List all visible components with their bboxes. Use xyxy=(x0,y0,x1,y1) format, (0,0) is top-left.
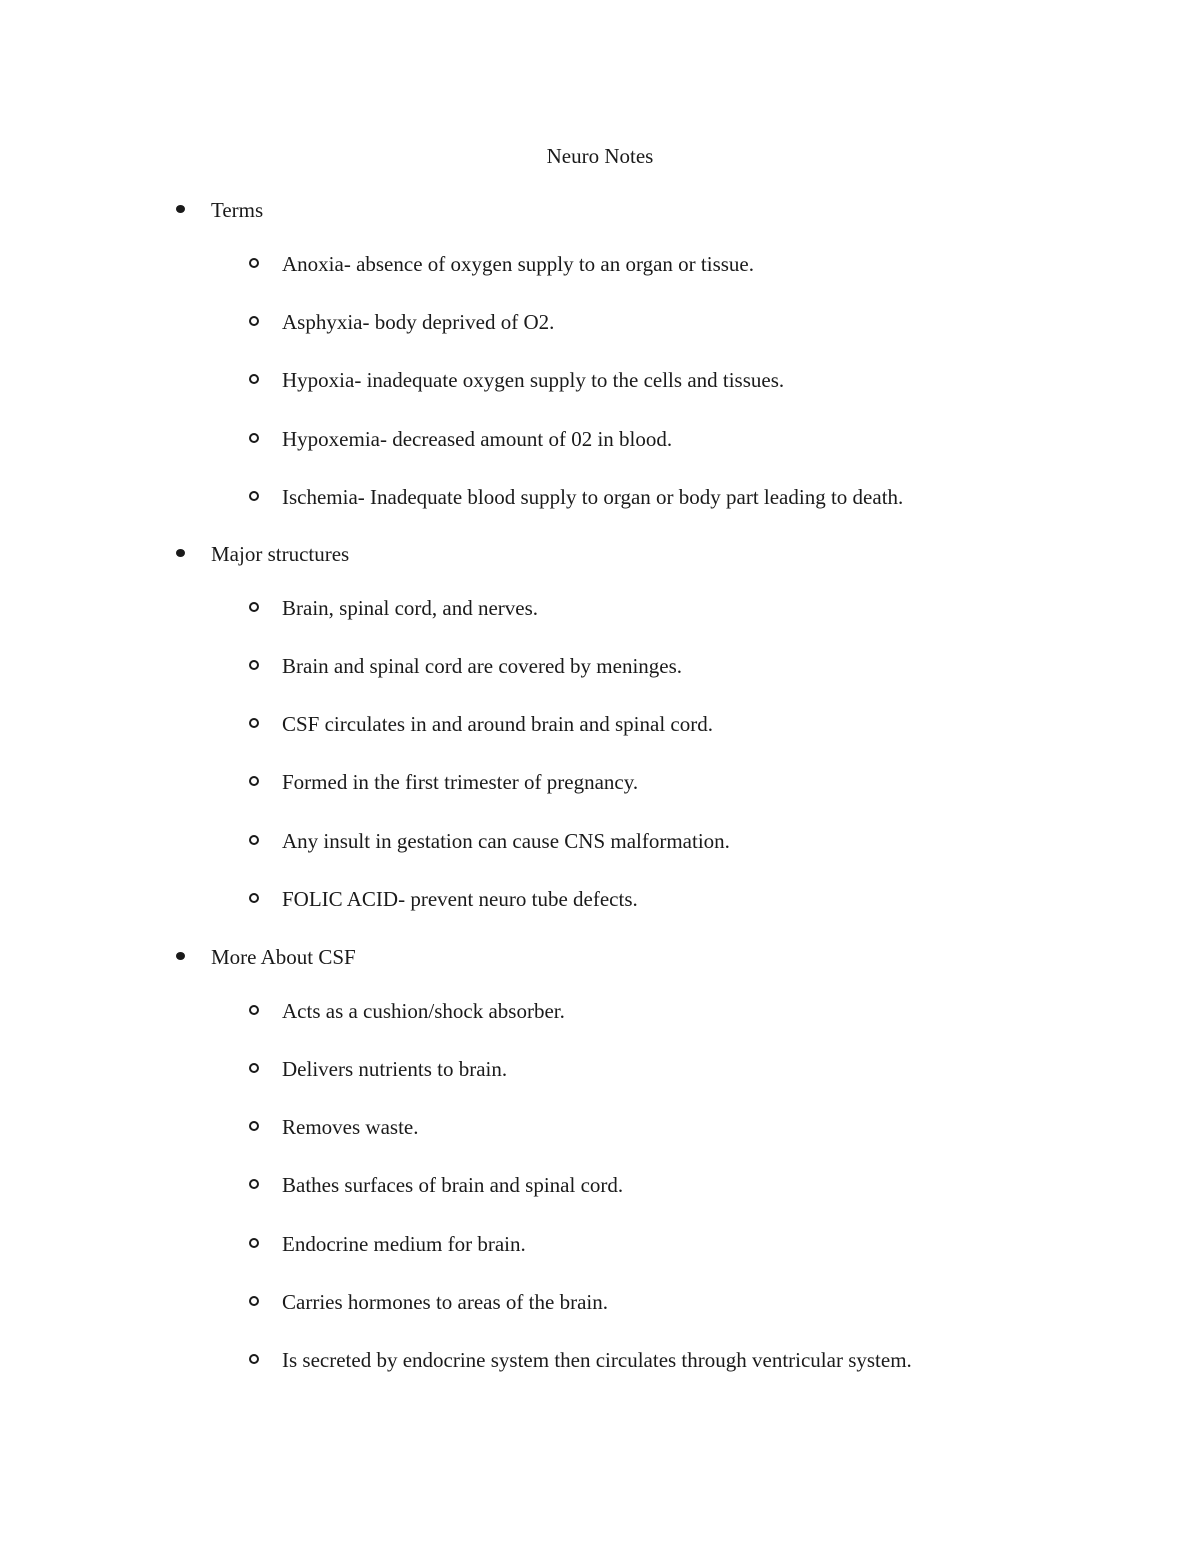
list-item xyxy=(0,884,1200,914)
list-item xyxy=(0,996,1200,1026)
hollow-bullet-icon xyxy=(249,1063,259,1073)
filled-bullet-icon xyxy=(176,952,185,960)
list-item xyxy=(0,424,1200,454)
document-title: Neuro Notes xyxy=(546,144,654,168)
list-item-text: Carries hormones to areas of the brain. xyxy=(282,1290,608,1314)
list-item-text: Acts as a cushion/shock absorber. xyxy=(282,999,565,1023)
list-item xyxy=(0,1170,1200,1200)
hollow-bullet-icon xyxy=(249,602,259,612)
section-major-structures xyxy=(0,539,1200,911)
hollow-bullet-icon xyxy=(249,491,259,501)
hollow-bullet-icon xyxy=(249,374,259,384)
hollow-bullet-icon xyxy=(249,316,259,326)
list-item-text: Endocrine medium for brain. xyxy=(282,1232,526,1256)
list-item xyxy=(0,1054,1200,1084)
list-item xyxy=(0,826,1200,856)
list-item-text: FOLIC ACID- prevent neuro tube defects. xyxy=(282,887,638,911)
section-heading-row xyxy=(0,195,1200,225)
hollow-bullet-icon xyxy=(249,893,259,903)
list-item xyxy=(0,249,1200,279)
list-item xyxy=(0,1112,1200,1142)
list-item-text: Asphyxia- body deprived of O2. xyxy=(282,310,555,334)
section-heading: Major structures xyxy=(211,542,350,566)
list-item-text: Brain, spinal cord, and nerves. xyxy=(282,596,539,620)
list-item xyxy=(0,1287,1200,1317)
section-terms xyxy=(0,195,1200,509)
list-item xyxy=(0,307,1200,337)
list-item xyxy=(0,365,1200,395)
list-item-text: Anoxia- absence of oxygen supply to an organ or tissue. xyxy=(282,252,755,276)
list-item xyxy=(0,482,1200,512)
hollow-bullet-icon xyxy=(249,433,259,443)
list-item xyxy=(0,767,1200,797)
hollow-bullet-icon xyxy=(249,1296,259,1306)
section-heading-row xyxy=(0,539,1200,569)
hollow-bullet-icon xyxy=(249,1005,259,1015)
section-heading: More About CSF xyxy=(211,945,356,969)
list-item xyxy=(0,1345,1200,1375)
list-item-text: CSF circulates in and around brain and spinal cord. xyxy=(282,712,713,736)
hollow-bullet-icon xyxy=(249,660,259,670)
hollow-bullet-icon xyxy=(249,1179,259,1189)
hollow-bullet-icon xyxy=(249,718,259,728)
list-item-text: Any insult in gestation can cause CNS malformation. xyxy=(282,829,730,853)
list-item xyxy=(0,1229,1200,1259)
list-item-text: Removes waste. xyxy=(282,1115,419,1139)
hollow-bullet-icon xyxy=(249,1238,259,1248)
section-heading: Terms xyxy=(211,198,264,222)
list-item-text: Ischemia- Inadequate blood supply to organ or body part leading to death. xyxy=(282,485,904,509)
filled-bullet-icon xyxy=(176,549,185,557)
list-item-text: Formed in the first trimester of pregnancy. xyxy=(282,770,639,794)
list-item-text: Hypoxemia- decreased amount of 02 in blood. xyxy=(282,427,673,451)
hollow-bullet-icon xyxy=(249,1354,259,1364)
list-item xyxy=(0,709,1200,739)
section-heading-row xyxy=(0,942,1200,972)
filled-bullet-icon xyxy=(176,205,185,213)
hollow-bullet-icon xyxy=(249,258,259,268)
hollow-bullet-icon xyxy=(249,1121,259,1131)
list-item-text: Brain and spinal cord are covered by meninges. xyxy=(282,654,683,678)
list-item-text: Hypoxia- inadequate oxygen supply to the cells and tissues. xyxy=(282,368,785,392)
hollow-bullet-icon xyxy=(249,835,259,845)
list-item-text: Delivers nutrients to brain. xyxy=(282,1057,508,1081)
hollow-bullet-icon xyxy=(249,776,259,786)
section-more-about-csf xyxy=(0,942,1200,1372)
list-item xyxy=(0,593,1200,623)
list-item-text: Is secreted by endocrine system then circulates through ventricular system. xyxy=(282,1348,912,1372)
list-item xyxy=(0,651,1200,681)
list-item-text: Bathes surfaces of brain and spinal cord. xyxy=(282,1173,624,1197)
